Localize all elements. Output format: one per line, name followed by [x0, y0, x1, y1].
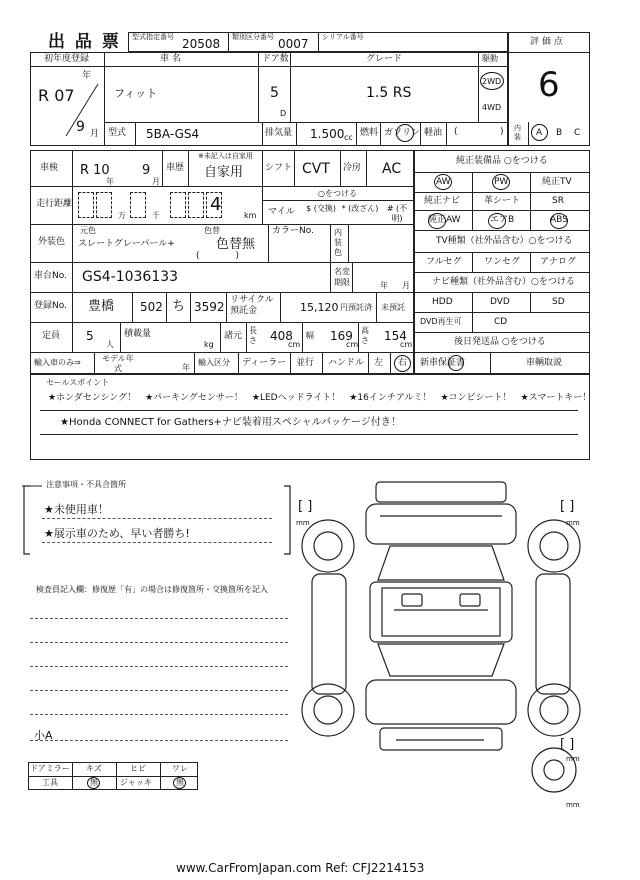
equip-oem-aw: 純正AW [428, 215, 461, 225]
equip-oem-navi: 純正ナビ [424, 196, 461, 206]
interior-circle [531, 124, 548, 141]
color-change-paren: ( ) [196, 251, 240, 261]
reg-number: 3592 [194, 300, 225, 314]
inspector-mark: 小A [34, 729, 53, 742]
equip-abs-circle [550, 213, 568, 229]
unit-man: 万 [118, 211, 126, 220]
mm-front-left: mm [296, 519, 310, 527]
equip-airbag-circle [488, 213, 506, 229]
fuel-label: 燃料 [360, 128, 379, 138]
height-unit: cm [400, 340, 413, 349]
recycle-deposited: 円預託済 [340, 303, 372, 312]
height-label: 高さ [361, 326, 369, 345]
handle-right: 右 [398, 358, 408, 368]
capacity-label: 定員 [42, 331, 61, 341]
navi-title: ナビ種類（社外品含む）○をつける [432, 277, 575, 287]
handle-label: ハンドル [328, 358, 365, 368]
name-change-year: 年 [380, 281, 388, 290]
type-cert-value: 20508 [182, 37, 221, 51]
first-reg-label: 初年度登録 [44, 54, 90, 64]
equip-leather: 革シート [484, 196, 521, 206]
equip-oem-tv: 純正TV [542, 177, 572, 187]
docs-manual: 車輌取説 [526, 358, 563, 368]
load-label: 積載量 [124, 329, 152, 339]
door-suffix: D [280, 109, 287, 118]
interior-c: C [574, 128, 581, 138]
car-name: フィット [114, 87, 158, 100]
equip-aw-circle [434, 174, 452, 190]
legend-door-mirror: ドアミラー [30, 764, 70, 773]
unit-sen: 千 [152, 211, 160, 220]
exterior-label: 外装色 [38, 237, 66, 247]
width-label: 幅 [306, 331, 314, 340]
oem-title: 純正装備品 ○をつける [456, 156, 548, 166]
equip-pw: PW [494, 177, 509, 187]
unknown-option: # (不明) [386, 204, 408, 223]
tv-fullseg: フルセグ [426, 257, 462, 267]
legend-tools: 工具 [42, 778, 58, 787]
svg-text:[ ]: [ ] [560, 499, 575, 514]
length-unit: cm [288, 340, 301, 349]
fuel-diesel: 軽油 [424, 128, 443, 138]
drive-circle [480, 72, 504, 90]
width-unit: cm [346, 340, 359, 349]
recycle-not-deposited: 未預託 [381, 303, 405, 312]
tv-analog: アナログ [540, 257, 577, 267]
import-label: 輸入車のみ⇒ [34, 358, 81, 367]
interior-color-label: 内装色 [334, 228, 342, 257]
sales-line-1: ★ホンダセンシング！ ★パーキングセンサー！ ★LEDヘッドライト！ ★16インチアルミ！ ★コンビシート！ ★スマートキー！ [48, 393, 592, 403]
reg-kana: ち [172, 299, 186, 314]
notes-label: 注意事項・不具合箇所 [46, 480, 126, 489]
altered-option: * (改ざん) [341, 204, 379, 213]
svg-text:[ ]: [ ] [298, 499, 313, 514]
sales-line-2: ★Honda CONNECT for Gathers+ナビ装着用スペシャルパッケージ付き！ [60, 417, 401, 428]
equip-sr: SR [552, 196, 564, 206]
legend-jack: ジャッキ [120, 778, 152, 787]
color-change-label: 色替 [204, 226, 220, 235]
score-label: 評 価 点 [530, 37, 563, 47]
height: 154 [384, 329, 407, 343]
serial-label: シリアル番号 [322, 33, 364, 41]
legend-crack: ヒビ [130, 764, 146, 773]
first-reg-slash [62, 80, 102, 140]
capacity: 5 [86, 329, 94, 343]
score-value: 6 [538, 65, 560, 105]
navi-dvd: DVD [490, 297, 510, 307]
legend-scratch: キズ [86, 764, 102, 773]
equip-aw: AW [436, 177, 451, 187]
equip-oem-aw-circle [428, 213, 446, 229]
inspector-label: 検査員記入欄：修復歴「有」の場合は修復箇所・交換箇所を記入 [36, 585, 268, 594]
legend-tools-none: 無 [90, 778, 98, 787]
km-unit: km [244, 211, 257, 220]
docs-warranty: 新車保証書 [420, 358, 466, 368]
equip-abs: ABS [550, 215, 568, 225]
name-change-label: 名変期限 [334, 267, 350, 287]
shift-label: シフト [265, 163, 293, 173]
sales-label: セールスポイント [46, 378, 110, 387]
history-note: ※未記入は自家用 [198, 152, 253, 160]
inspection-year-unit: 年 [106, 177, 114, 186]
inspection-year: R 10 [80, 163, 110, 178]
handle-left: 左 [374, 358, 384, 368]
reg-area: 豊橋 [88, 299, 115, 314]
interior-b: B [556, 128, 563, 138]
ext-original-label: 元色 [80, 226, 96, 235]
footer-ref: www.CarFromJapan.com Ref: CFJ2214153 [176, 861, 425, 875]
interior-label: 内装 [514, 124, 521, 141]
car-name-label: 車 名 [160, 54, 181, 64]
equip-airbag: エアB [490, 215, 515, 225]
navi-cd: CD [494, 317, 508, 327]
mm-rear-right: mm [566, 755, 580, 763]
chassis-label: 車台No. [34, 271, 67, 281]
drive-label: 駆動 [482, 54, 498, 63]
registration-label: 登録No. [34, 301, 67, 311]
navi-sd: SD [552, 297, 565, 307]
model: 5BA-GS4 [146, 127, 200, 141]
category-label: 類別区分番号 [232, 33, 274, 41]
import-division-label: 輸入区分 [198, 358, 230, 367]
legend-tools-circle [87, 777, 100, 789]
sheet-title: 出 品 票 [48, 32, 121, 52]
grade: 1.5 RS [366, 85, 412, 101]
color-change: 色替無 [216, 237, 256, 252]
tv-title: TV種類（社外品含む）○をつける [436, 236, 573, 246]
model-label: 型式 [108, 128, 127, 138]
recycle-label: リサイクル預託金 [230, 295, 274, 316]
displacement-label: 排気量 [265, 128, 293, 138]
displacement: 1.500 [310, 127, 345, 141]
navi-dvd-play: DVD再生可 [420, 317, 462, 326]
replaced-option: $ (交換) [306, 204, 336, 213]
drive-4wd: 4WD [482, 103, 502, 112]
car-damage-diagram [284, 470, 604, 830]
inspection-month: 9 [142, 163, 151, 178]
docs-title: 後日発送品 ○をつける [454, 337, 546, 347]
ac: AC [382, 161, 402, 177]
doors-label: ドア数 [262, 54, 289, 64]
exterior-color: スレートグレーパール+ [78, 239, 175, 249]
mile-option: マイル [268, 207, 295, 217]
doors: 5 [270, 85, 279, 101]
equip-pw-circle [492, 174, 510, 190]
history: 自家用 [204, 165, 244, 180]
chassis-number: GS4-1036133 [82, 269, 179, 285]
notes-line-2: ★展示車のため、早い者勝ち! [44, 527, 190, 540]
import-parallel: 並行 [296, 358, 315, 368]
inspection-label: 車検 [40, 163, 59, 173]
drive-2wd: 2WD [482, 77, 502, 86]
interior-a: A [536, 128, 543, 138]
mm-spare: mm [566, 801, 580, 809]
fuel-gasoline: ガソリン [384, 128, 421, 138]
cc-unit: cc [344, 133, 353, 142]
fuel-circle [396, 124, 414, 142]
dims-label: 諸元 [224, 331, 243, 341]
name-change-month: 月 [402, 281, 410, 290]
shift: CVT [302, 161, 330, 177]
docs-warranty-circle [448, 355, 464, 371]
color-no-label: カラーNo. [272, 226, 314, 236]
notes-line-1: ★未使用車！ [44, 503, 109, 516]
load-unit: kg [204, 340, 214, 349]
handle-circle [394, 355, 411, 372]
first-reg-year-unit: 年 [82, 71, 92, 81]
model-year-unit: 年 [182, 363, 190, 372]
reg-class: 502 [140, 300, 163, 314]
legend-jack-none: 無 [176, 778, 184, 787]
inspection-month-unit: 月 [152, 177, 160, 186]
length: 408 [270, 329, 293, 343]
notes-bracket [22, 484, 294, 564]
first-reg-month-unit: 月 [90, 129, 100, 139]
category-value: 0007 [278, 37, 309, 51]
svg-text:[ ]: [ ] [560, 737, 575, 752]
width: 169 [330, 329, 353, 343]
mileage-value: 4 [210, 194, 222, 215]
navi-hdd: HDD [432, 297, 453, 307]
import-dealer: ディーラー [242, 358, 287, 368]
first-reg-era: R 07 [38, 86, 75, 105]
legend-break: ワレ [172, 764, 188, 773]
recycle-amount: 15,120 [300, 301, 339, 314]
ac-label: 冷房 [343, 163, 362, 173]
history-label: 車歴 [166, 163, 185, 173]
mileage-circle-note: ○をつける [318, 189, 357, 198]
mileage-label: 走行距離 [36, 199, 73, 209]
mm-front-right: mm [566, 519, 580, 527]
grade-label: グレード [366, 54, 403, 64]
first-reg-month: 9 [76, 119, 85, 135]
model-year-label: モデル年式 [102, 354, 134, 373]
legend-jack-circle [173, 777, 186, 789]
length-label: 長さ [249, 326, 257, 345]
tv-oneseg: ワンセグ [484, 257, 521, 267]
capacity-unit: 人 [106, 340, 114, 349]
type-cert-label: 型式指定番号 [132, 33, 174, 41]
